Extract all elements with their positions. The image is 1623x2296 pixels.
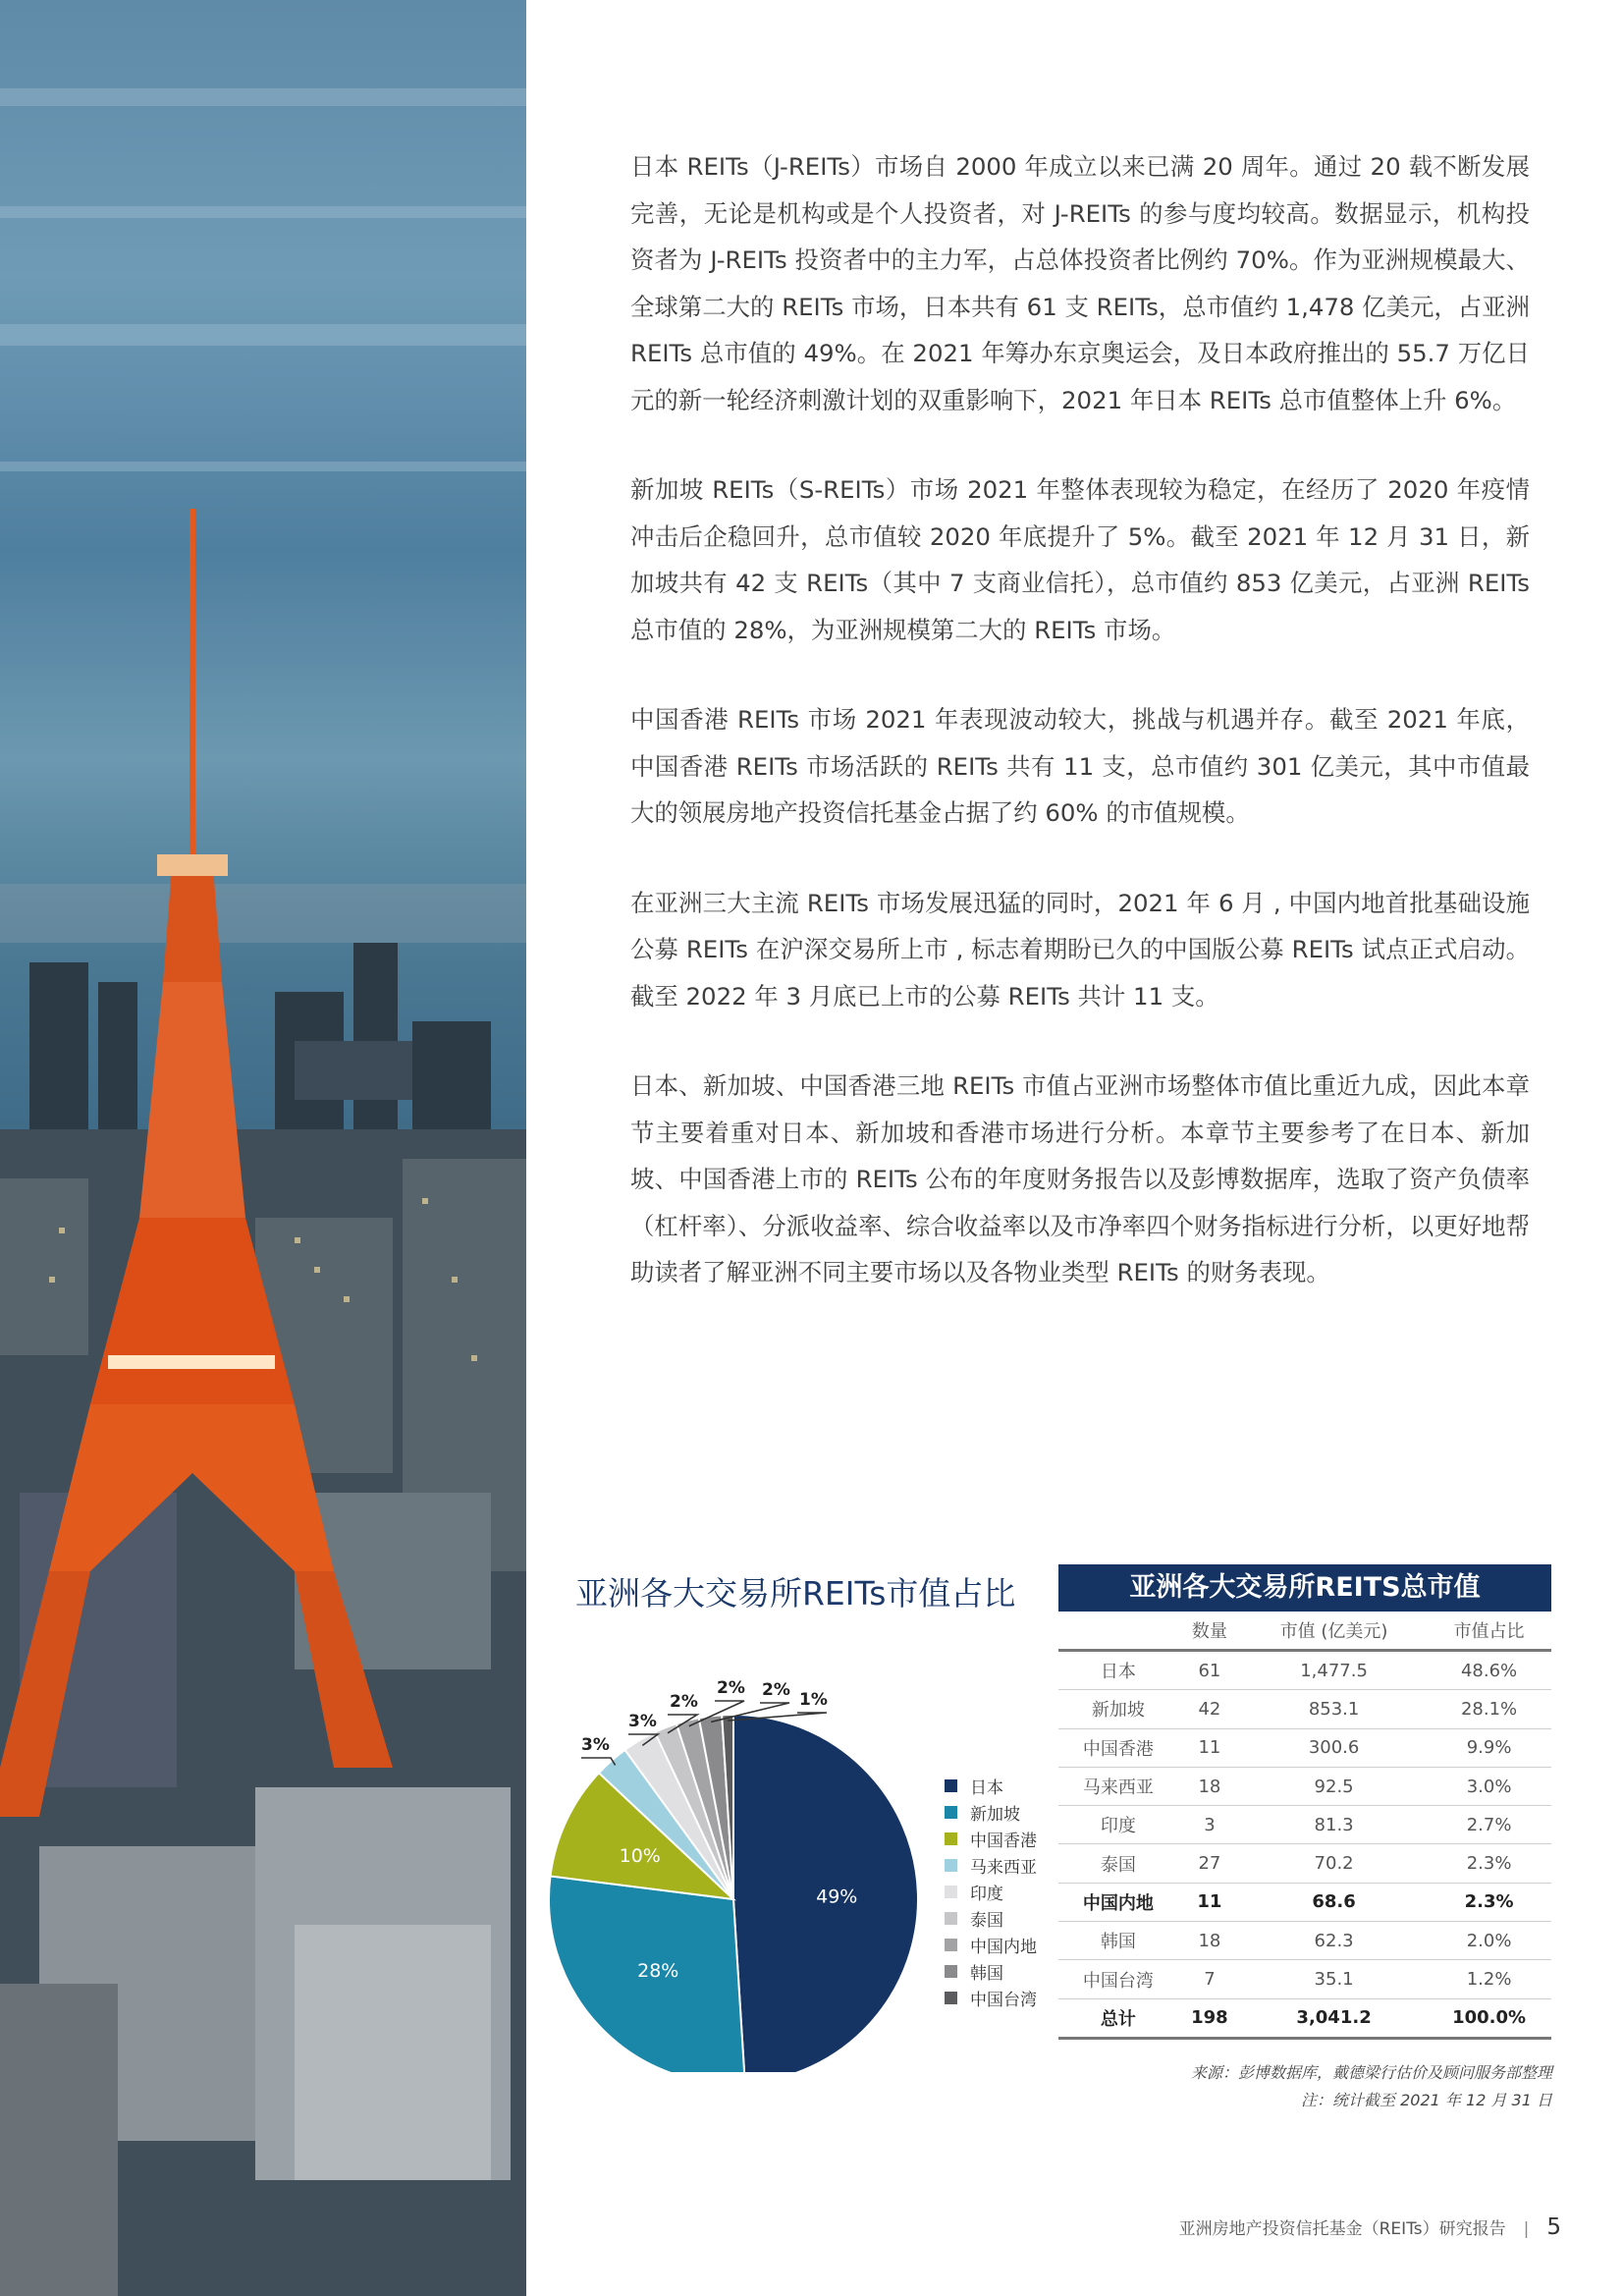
paragraph-singapore: 新加坡 REITs（S-REITs）市场 2021 年整体表现较为稳定，在经历了 2020 年疫情冲击后企稳回升，总市值较 2020 年底提升了 5%。截至 2021 年 12 月 31 日，新加坡共有 42 支 REITs（其中 7 支商业信托），总市值约 853 亿美元，占亚洲 REITs 总市值的 28%，为亚洲规模第二大的 REITs 市场。: [630, 475, 1530, 644]
table-cell-region: 泰国: [1058, 1844, 1178, 1883]
table-cell-market-cap: 92.5: [1241, 1767, 1427, 1805]
pie-value-label: 2%: [762, 1680, 790, 1700]
table-cell-share: 3.0%: [1427, 1767, 1551, 1805]
legend-item: [945, 1932, 1037, 1958]
body-text: [630, 143, 1530, 1339]
table-cell-count: 61: [1178, 1651, 1241, 1690]
table-cell-count: 18: [1178, 1767, 1241, 1805]
table-row: [1058, 1883, 1551, 1921]
legend-item: [945, 1826, 1037, 1852]
legend-item: [945, 1879, 1037, 1905]
legend-item: [945, 1852, 1037, 1879]
paragraph-japan: 日本 REITs（J-REITs）市场自 2000 年成立以来已满 20 周年。通过 20 载不断发展完善，无论是机构或是个人投资者，对 J-REITs 的参与度均较高。数据显示，机构投资者为 J-REITs 投资者中的主力军，占总体投资者比例约 70%。作为亚洲规模最大、全球第二大的 REITs 市场，日本共有 61 支 REITs，总市值约 1,478 亿美元，占亚洲 REITs 总市值的 49%。在 2021 年筹办东京奥运会，及日本政府推出的 55.7 万亿日元的新一轮经济刺激计划的双重影响下，2021 年日本 REITs 总市值整体上升 6%。: [630, 152, 1530, 414]
legend-label: 中国香港: [970, 1831, 1037, 1851]
table-cell-count: 11: [1178, 1883, 1241, 1921]
table-header-region: [1058, 1612, 1178, 1651]
table-header-share: 市值占比: [1427, 1612, 1551, 1651]
table-cell-count: 18: [1178, 1922, 1241, 1960]
legend-label: 日本: [970, 1778, 1003, 1798]
table-cell-share: 1.2%: [1427, 1960, 1551, 1998]
table-cell-share: 48.6%: [1427, 1651, 1551, 1690]
market-cap-table-panel: [1058, 1564, 1551, 2040]
table-cell-market-cap: 70.2: [1241, 1844, 1427, 1883]
paragraph-hongkong: 中国香港 REITs 市场 2021 年表现波动较大，挑战与机遇并存。截至 2021 年底，中国香港 REITs 市场活跃的 REITs 共有 11 支，总市值约 301 亿美元，其中市值最大的领展房地产投资信托基金占据了约 60% 的市值规模。: [630, 705, 1530, 827]
table-row: [1058, 1690, 1551, 1728]
paragraph-summary: 日本、新加坡、中国香港三地 REITs 市值占亚洲市场整体市值比重近九成，因此本章节主要着重对日本、新加坡和香港市场进行分析。本章节主要参考了在日本、新加坡、中国香港上市的 REITs 公布的年度财务报告以及彭博数据库，选取了资产负债率（杠杆率）、分派收益率、综合收益率以及市净率四个财务指标进行分析，以更好地帮助读者了解亚洲不同主要市场以及各物业类型 REITs 的财务表现。: [630, 1071, 1530, 1286]
table-row: [1058, 1806, 1551, 1844]
table-total-row: [1058, 1998, 1551, 2038]
table-header-count: 数量: [1178, 1612, 1241, 1651]
footer-title: 亚洲房地产投资信托基金（REITs）研究报告: [1178, 2219, 1506, 2239]
cityscape-illustration: [0, 0, 526, 2296]
table-row: [1058, 1767, 1551, 1805]
table-cell-region: 中国台湾: [1058, 1960, 1178, 1998]
legend-swatch: [945, 1992, 957, 2004]
pie-value-label: 3%: [581, 1735, 610, 1755]
legend-swatch: [945, 1806, 957, 1819]
table-cell-region: 马来西亚: [1058, 1767, 1178, 1805]
table-cell-count: 198: [1178, 1998, 1241, 2038]
table-row: [1058, 1922, 1551, 1960]
pie-value-label: 28%: [637, 1960, 679, 1983]
legend-label: 新加坡: [970, 1805, 1020, 1825]
table-cell-region: 总计: [1058, 1998, 1178, 2038]
page-footer: [1129, 2214, 1561, 2240]
legend-item: [945, 1799, 1037, 1826]
table-cell-market-cap: 68.6: [1241, 1883, 1427, 1921]
table-cell-share: 2.3%: [1427, 1883, 1551, 1921]
legend-label: 韩国: [970, 1964, 1003, 1984]
table-title: 亚洲各大交易所REITS总市值: [1058, 1564, 1551, 1612]
table-cell-share: 100.0%: [1427, 1998, 1551, 2038]
table-cell-region: 中国内地: [1058, 1883, 1178, 1921]
table-cell-count: 11: [1178, 1728, 1241, 1767]
table-cell-share: 9.9%: [1427, 1728, 1551, 1767]
pie-value-label: 1%: [799, 1690, 828, 1710]
table-row: [1058, 1844, 1551, 1883]
legend-label: 中国内地: [970, 1938, 1037, 1957]
paragraph-mainland: 在亚洲三大主流 REITs 市场发展迅猛的同时，2021 年 6 月 , 中国内地首批基础设施公募 REITs 在沪深交易所上市 , 标志着期盼已久的中国版公募 REITs 试点正式启动。截至 2022 年 3 月底已上市的公募 REITs 共计 11 支。: [630, 888, 1530, 1011]
pie-value-label: 2%: [717, 1678, 745, 1698]
table-cell-region: 新加坡: [1058, 1690, 1178, 1728]
table-cell-market-cap: 853.1: [1241, 1690, 1427, 1728]
pie-value-label: 2%: [670, 1692, 698, 1712]
pie-chart: [542, 1660, 935, 2072]
table-cell-market-cap: 300.6: [1241, 1728, 1427, 1767]
pie-value-label: 49%: [816, 1886, 858, 1908]
table-row: [1058, 1651, 1551, 1690]
legend-label: 泰国: [970, 1911, 1003, 1931]
table-cell-region: 中国香港: [1058, 1728, 1178, 1767]
legend-swatch: [945, 1965, 957, 1978]
page-number: 5: [1546, 2214, 1561, 2240]
table-cell-count: 7: [1178, 1960, 1241, 1998]
source-note: 来源：彭博数据库，戴德梁行估价及顾问服务部整理: [1190, 2063, 1552, 2082]
pie-value-label: 10%: [619, 1845, 661, 1868]
legend-item: [945, 1773, 1037, 1799]
table-header-market-cap: 市值 (亿美元): [1241, 1612, 1427, 1651]
table-cell-region: 日本: [1058, 1651, 1178, 1690]
legend-swatch: [945, 1912, 957, 1925]
table-cell-share: 2.7%: [1427, 1806, 1551, 1844]
table-row: [1058, 1728, 1551, 1767]
table-cell-market-cap: 1,477.5: [1241, 1651, 1427, 1690]
table-header-row: [1058, 1612, 1551, 1651]
chart-notes: [1191, 2059, 1552, 2114]
pie-chart-title: 亚洲各大交易所REITs市值占比: [575, 1574, 1016, 1613]
table-row: [1058, 1960, 1551, 1998]
legend-swatch: [945, 1832, 957, 1845]
table-cell-market-cap: 81.3: [1241, 1806, 1427, 1844]
legend-swatch: [945, 1779, 957, 1792]
tokyo-tower-photo: [0, 0, 526, 2296]
legend-item: [945, 1958, 1037, 1985]
table-cell-count: 3: [1178, 1806, 1241, 1844]
date-note: 注：统计截至 2021 年 12 月 31 日: [1301, 2091, 1552, 2109]
table-cell-share: 28.1%: [1427, 1690, 1551, 1728]
table-cell-share: 2.3%: [1427, 1844, 1551, 1883]
legend-swatch: [945, 1886, 957, 1898]
footer-separator: |: [1523, 2219, 1530, 2239]
table-cell-market-cap: 62.3: [1241, 1922, 1427, 1960]
table-cell-market-cap: 35.1: [1241, 1960, 1427, 1998]
pie-value-label: 3%: [628, 1712, 657, 1731]
market-cap-table: [1058, 1612, 1551, 2040]
legend-swatch: [945, 1939, 957, 1951]
legend-label: 马来西亚: [970, 1858, 1037, 1878]
table-cell-count: 27: [1178, 1844, 1241, 1883]
legend-item: [945, 1985, 1037, 2011]
table-cell-share: 2.0%: [1427, 1922, 1551, 1960]
table-cell-region: 韩国: [1058, 1922, 1178, 1960]
pie-legend: [945, 1773, 1037, 2011]
legend-item: [945, 1905, 1037, 1932]
table-cell-count: 42: [1178, 1690, 1241, 1728]
table-cell-region: 印度: [1058, 1806, 1178, 1844]
legend-swatch: [945, 1859, 957, 1872]
legend-label: 中国台湾: [970, 1991, 1037, 2010]
legend-label: 印度: [970, 1885, 1003, 1904]
table-cell-market-cap: 3,041.2: [1241, 1998, 1427, 2038]
